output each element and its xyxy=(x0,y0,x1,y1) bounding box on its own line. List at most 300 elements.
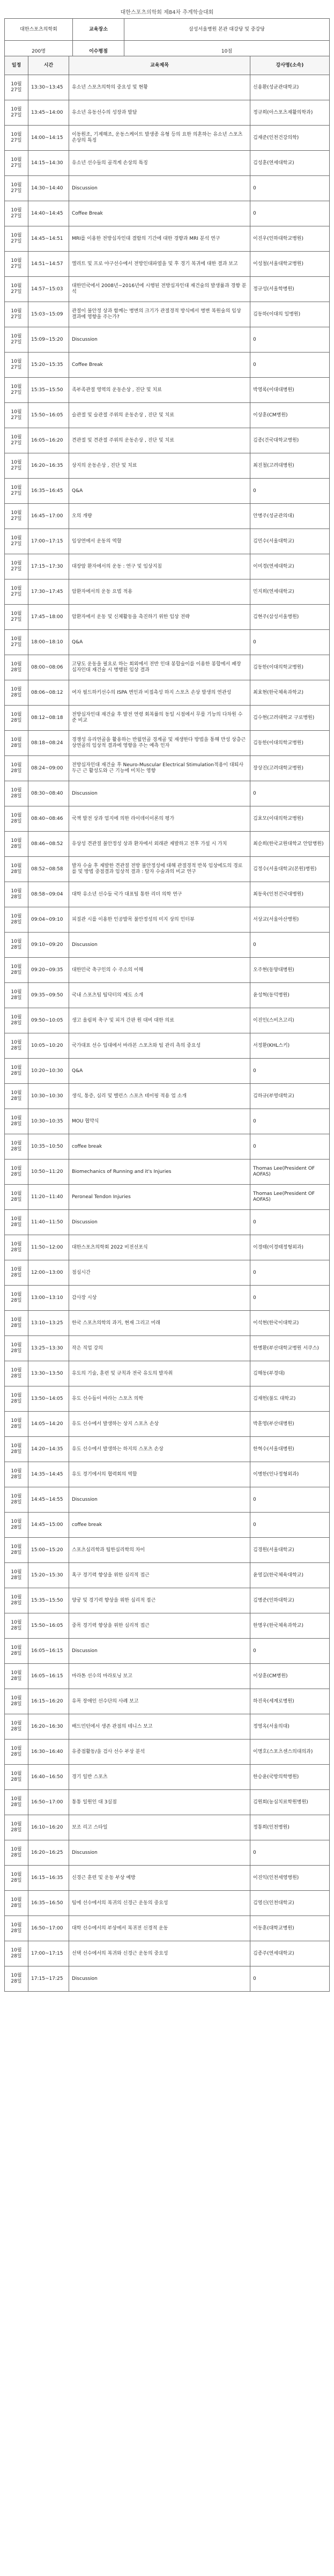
session-time: 13:25~13:30 xyxy=(28,1336,69,1361)
session-date: 10월 28일 xyxy=(5,1740,28,1765)
session-time: 14:57~15:03 xyxy=(28,277,69,302)
session-time: 08:52~08:58 xyxy=(28,857,69,882)
session-time: 11:40~11:50 xyxy=(28,1210,69,1235)
session-speaker: 0 xyxy=(250,1487,330,1513)
session-date: 10월 28일 xyxy=(5,1185,28,1210)
session-speaker: 김정수(서울대학교(본원)병원) xyxy=(250,857,330,882)
session-speaker: 0 xyxy=(250,1286,330,1311)
session-title: 족부족관절 영역의 운동손상 , 진단 및 치료 xyxy=(69,378,250,403)
session-date: 10월 28일 xyxy=(5,1815,28,1840)
table-row xyxy=(5,1916,330,1941)
session-date: 10월 27일 xyxy=(5,151,28,176)
session-time: 12:00~13:00 xyxy=(28,1260,69,1286)
session-speaker: 김종(건국대학교병원) xyxy=(250,428,330,453)
session-time: 13:30~13:50 xyxy=(28,1361,69,1386)
session-speaker: Thomas Lee(President OF AOFAS) xyxy=(250,1159,330,1185)
table-row xyxy=(5,1084,330,1109)
session-title: 생식, 통증, 심리 및 밸런스 스포츠 테이핑 적용 업 소개 xyxy=(69,1084,250,1109)
session-date: 10월 28일 xyxy=(5,1840,28,1866)
table-row xyxy=(5,806,330,832)
session-date: 10월 28일 xyxy=(5,1689,28,1714)
session-speaker: 이성철(서울대학교병원) xyxy=(250,252,330,277)
session-speaker: 0 xyxy=(250,630,330,655)
session-time: 08:18~08:24 xyxy=(28,731,69,756)
table-row xyxy=(5,1462,330,1487)
session-date: 10월 27일 xyxy=(5,353,28,378)
session-title: 경쟁성 유리연골을 활용하는 반월연골 경계골 및 재생한다 방법을 통해 만성 상층근 상연골의 임상적 결과에 영향을 주는 예측 인자 xyxy=(69,731,250,756)
session-speaker: 하진욱(세계로병원) xyxy=(250,1689,330,1714)
table-row xyxy=(5,1664,330,1689)
table-row xyxy=(5,1336,330,1361)
session-time: 17:00~17:15 xyxy=(28,1941,69,1966)
session-title: 유상성 견관절 불안정성 상과 환자에서 외래관 재발하고 전후 가설 시 가치 xyxy=(69,832,250,857)
header-speaker: 강사명(소속) xyxy=(250,56,330,75)
session-title: 국가대표 선수 입대에서 바라본 스포츠와 팀 관리 측의 중요성 xyxy=(69,1033,250,1059)
table-row xyxy=(5,1260,330,1286)
session-date: 10월 28일 xyxy=(5,1941,28,1966)
session-date: 10월 28일 xyxy=(5,1664,28,1689)
session-date: 10월 28일 xyxy=(5,756,28,781)
session-date: 10월 28일 xyxy=(5,1336,28,1361)
session-time: 14:45~14:55 xyxy=(28,1487,69,1513)
host-label: 대한스포츠의학회 xyxy=(5,19,73,41)
session-title: Q&A xyxy=(69,630,250,655)
session-time: 08:40~08:46 xyxy=(28,806,69,832)
table-row xyxy=(5,1613,330,1639)
session-date: 10월 27일 xyxy=(5,252,28,277)
session-time: 14:20~14:35 xyxy=(28,1437,69,1462)
session-date: 10월 28일 xyxy=(5,1462,28,1487)
session-time: 10:30~10:35 xyxy=(28,1109,69,1134)
table-row xyxy=(5,554,330,579)
session-title: 대한스포츠의학회 2022 비전선포식 xyxy=(69,1235,250,1260)
session-time: 13:00~13:10 xyxy=(28,1286,69,1311)
session-title: 상지의 운동손상 , 진단 및 치료 xyxy=(69,453,250,479)
session-title: 양궁 및 경기력 향상을 위한 심리적 접근 xyxy=(69,1588,250,1613)
session-title: 전방십자인대 재건술 후 Neuro-Muscular Electrical Stimulation적용이 대퇴사두근 근 활성도와 근 기능에 미치는 영향 xyxy=(69,756,250,781)
table-row xyxy=(5,1765,330,1790)
session-speaker: 신용환(성균관대학교) xyxy=(250,75,330,100)
table-row xyxy=(5,1689,330,1714)
table-row xyxy=(5,453,330,479)
credits-label: 이수평점 xyxy=(73,41,124,63)
session-title: 엘리트 및 프로 야구선수에서 전방인대파열을 및 후 경기 복귀에 대한 결과 보고 xyxy=(69,252,250,277)
table-row xyxy=(5,277,330,302)
session-title: 암환자에서 운동 및 신체활동을 촉진하기 위한 임상 전략 xyxy=(69,605,250,630)
session-speaker: Thomas Lee(President OF AOFAS) xyxy=(250,1185,330,1210)
session-time: 16:30~16:40 xyxy=(28,1740,69,1765)
table-row xyxy=(5,756,330,781)
table-row xyxy=(5,327,330,353)
session-date: 10월 27일 xyxy=(5,529,28,554)
session-title: 대장암 환자에서의 운동 : 연구 및 임상지침 xyxy=(69,554,250,579)
table-row xyxy=(5,933,330,958)
credits-value: 10점 xyxy=(124,41,330,63)
session-speaker: 0 xyxy=(250,781,330,806)
session-title: 유소년 유동선수의 성장과 발달 xyxy=(69,100,250,126)
session-date: 10월 28일 xyxy=(5,1311,28,1336)
session-title: 관절이 불안정 상과 함께는 병변의 크기가 관절경적 방식에서 병변 복원술의 임상 결과에 영향을 주는가? xyxy=(69,302,250,327)
session-date: 10월 28일 xyxy=(5,1613,28,1639)
session-title: 스포츠심리학과 팀한심리학의 차이 xyxy=(69,1538,250,1563)
session-date: 10월 28일 xyxy=(5,1412,28,1437)
session-date: 10월 28일 xyxy=(5,1260,28,1286)
table-row xyxy=(5,201,330,226)
session-time: 13:45~14:00 xyxy=(28,100,69,126)
session-date: 10월 28일 xyxy=(5,958,28,983)
session-title: 임상연에서 운동의 역할 xyxy=(69,529,250,554)
table-row xyxy=(5,504,330,529)
session-date: 10월 27일 xyxy=(5,100,28,126)
session-speaker: 이진인(스비츠고리) xyxy=(250,1008,330,1033)
session-date: 10월 28일 xyxy=(5,781,28,806)
session-title: 유도 선수에서 발생하는 상지 스포츠 손상 xyxy=(69,1412,250,1437)
session-date: 10월 28일 xyxy=(5,680,28,706)
session-speaker: 0 xyxy=(250,1260,330,1286)
session-time: 09:04~09:10 xyxy=(28,907,69,933)
table-row xyxy=(5,1538,330,1563)
table-row xyxy=(5,226,330,252)
session-time: 08:46~08:52 xyxy=(28,832,69,857)
session-title: 유목 장애인 선수단의 사례 보고 xyxy=(69,1689,250,1714)
table-row xyxy=(5,1815,330,1840)
session-title: Discussion xyxy=(69,1487,250,1513)
table-row xyxy=(5,1311,330,1336)
session-date: 10월 28일 xyxy=(5,933,28,958)
table-row xyxy=(5,252,330,277)
session-speaker: 0 xyxy=(250,1840,330,1866)
session-title: 혹구 경기력 향상을 위한 심리적 접근 xyxy=(69,1563,250,1588)
session-time: 08:06~08:12 xyxy=(28,680,69,706)
table-row xyxy=(5,126,330,151)
session-time: 16:40~16:50 xyxy=(28,1765,69,1790)
session-time: 08:30~08:40 xyxy=(28,781,69,806)
session-date: 10월 28일 xyxy=(5,1059,28,1084)
session-time: 16:20~16:35 xyxy=(28,453,69,479)
session-time: 15:50~16:05 xyxy=(28,403,69,428)
session-date: 10월 27일 xyxy=(5,453,28,479)
session-date: 10월 28일 xyxy=(5,1437,28,1462)
session-speaker: 민지희(연세대학교) xyxy=(250,579,330,605)
session-speaker: 한승윤(국방의학병원) xyxy=(250,1765,330,1790)
session-speaker: 정규희(아스포츠재활의학과) xyxy=(250,100,330,126)
session-date: 10월 28일 xyxy=(5,1109,28,1134)
session-speaker: 안병주(성균관의대) xyxy=(250,504,330,529)
session-time: 11:20~11:40 xyxy=(28,1185,69,1210)
session-date: 10월 28일 xyxy=(5,1790,28,1815)
session-time: 14:45~15:00 xyxy=(28,1513,69,1538)
session-speaker: 이진우(인하대학교병원) xyxy=(250,226,330,252)
session-title: 오의 개량 xyxy=(69,504,250,529)
table-row xyxy=(5,1487,330,1513)
table-row xyxy=(5,1059,330,1084)
session-speaker: 김민수(서울대학교) xyxy=(250,529,330,554)
session-title: Discussion xyxy=(69,781,250,806)
session-time: 08:24~09:00 xyxy=(28,756,69,781)
table-row xyxy=(5,529,330,554)
session-title: 마라톤 선수의 마라토닝 보고 xyxy=(69,1664,250,1689)
table-row xyxy=(5,428,330,453)
session-time: 15:35~15:50 xyxy=(28,378,69,403)
session-date: 10월 27일 xyxy=(5,378,28,403)
session-title: Q&A xyxy=(69,1059,250,1084)
session-time: 16:35~16:50 xyxy=(28,1891,69,1916)
session-title: 팀에 선수에서의 복귀의 신경근 운동의 중요성 xyxy=(69,1891,250,1916)
session-date: 10월 28일 xyxy=(5,706,28,731)
session-date: 10월 28일 xyxy=(5,1513,28,1538)
session-date: 10월 27일 xyxy=(5,201,28,226)
table-row xyxy=(5,907,330,933)
session-speaker: 최효현(한국체육과학교) xyxy=(250,680,330,706)
session-time: 09:35~09:50 xyxy=(28,983,69,1008)
session-time: 10:20~10:30 xyxy=(28,1059,69,1084)
session-date: 10월 27일 xyxy=(5,126,28,151)
session-date: 10월 27일 xyxy=(5,75,28,100)
session-date: 10월 28일 xyxy=(5,1286,28,1311)
session-title: 피질관 시를 이용한 인공발목 불안정성의 미지 상의 인터뷰 xyxy=(69,907,250,933)
session-speaker: 이상훈(CM병원) xyxy=(250,403,330,428)
session-speaker: 이석현(한국이대학교) xyxy=(250,1311,330,1336)
table-row xyxy=(5,1563,330,1588)
table-row xyxy=(5,151,330,176)
table-row xyxy=(5,1361,330,1386)
session-speaker: 정통희(인천병원) xyxy=(250,1815,330,1840)
session-date: 10월 28일 xyxy=(5,1765,28,1790)
session-time: 08:00~08:06 xyxy=(28,655,69,680)
session-speaker: 0 xyxy=(250,1109,330,1134)
session-speaker: 김재준(인천건강의학) xyxy=(250,126,330,151)
schedule-body xyxy=(5,75,330,1992)
session-speaker: 장상진(고려대학교병원) xyxy=(250,756,330,781)
session-time: 14:51~14:57 xyxy=(28,252,69,277)
session-speaker: 김병준(인하대학교) xyxy=(250,1588,330,1613)
session-date: 10월 27일 xyxy=(5,327,28,353)
session-date: 10월 27일 xyxy=(5,579,28,605)
session-time: 16:05~16:15 xyxy=(28,1639,69,1664)
table-row xyxy=(5,1185,330,1210)
session-time: 16:05~16:15 xyxy=(28,1664,69,1689)
session-date: 10월 28일 xyxy=(5,983,28,1008)
session-speaker: 이상훈(CM병원) xyxy=(250,1664,330,1689)
session-date: 10월 27일 xyxy=(5,504,28,529)
session-time: 15:35~15:50 xyxy=(28,1588,69,1613)
session-date: 10월 28일 xyxy=(5,731,28,756)
session-date: 10월 27일 xyxy=(5,277,28,302)
session-title: Discussion xyxy=(69,176,250,201)
session-date: 10월 28일 xyxy=(5,1588,28,1613)
session-speaker: 0 xyxy=(250,1639,330,1664)
table-row xyxy=(5,1740,330,1765)
session-speaker: 김현주(삼성서울병원) xyxy=(250,605,330,630)
event-title: 대한스포츠의학회 제84차 추계학술대회 xyxy=(120,10,214,16)
session-title: Q&A xyxy=(69,479,250,504)
table-row xyxy=(5,1513,330,1538)
session-title: 작은 직업 강의 xyxy=(69,1336,250,1361)
session-time: 16:05~16:20 xyxy=(28,428,69,453)
session-date: 10월 28일 xyxy=(5,1916,28,1941)
session-time: 08:12~08:18 xyxy=(28,706,69,731)
session-date: 10월 28일 xyxy=(5,1159,28,1185)
session-speaker: 서상교(서울아산병원) xyxy=(250,907,330,933)
session-date: 10월 27일 xyxy=(5,176,28,201)
session-time: 15:09~15:20 xyxy=(28,327,69,353)
session-date: 10월 27일 xyxy=(5,554,28,579)
session-time: 14:05~14:20 xyxy=(28,1412,69,1437)
session-time: 15:20~15:35 xyxy=(28,353,69,378)
session-title: 전방십자인대 재건술 후 발전 연령 회복률의 동일 시점에서 무릎 기능의 다차원 수준 비교 xyxy=(69,706,250,731)
session-speaker: 0 xyxy=(250,1059,330,1084)
session-date: 10월 28일 xyxy=(5,1487,28,1513)
session-title: 감사장 시상 xyxy=(69,1286,250,1311)
session-speaker: 최동욱(인천건국대병원) xyxy=(250,882,330,907)
session-time: 14:15~14:30 xyxy=(28,151,69,176)
session-title: 배드민턴에서 생존 관점의 테니스 보고 xyxy=(69,1714,250,1740)
table-row xyxy=(5,1639,330,1664)
header-title: 교육제목 xyxy=(69,56,250,75)
session-time: 10:35~10:50 xyxy=(28,1134,69,1159)
session-speaker: 김동하(이대의 일병원) xyxy=(250,302,330,327)
session-speaker: 한혁수(서울대병원) xyxy=(250,1437,330,1462)
session-date: 10월 27일 xyxy=(5,479,28,504)
schedule-header-row xyxy=(5,56,330,75)
session-time: 10:05~10:20 xyxy=(28,1033,69,1059)
table-row xyxy=(5,1235,330,1260)
session-speaker: 정규성(서울학병원) xyxy=(250,277,330,302)
session-time: 17:15~17:25 xyxy=(28,1966,69,1992)
session-speaker: 김수현(고려대학교 구로병원) xyxy=(250,706,330,731)
session-speaker: 이동훈(대학교병원) xyxy=(250,1916,330,1941)
session-time: 13:10~13:25 xyxy=(28,1311,69,1336)
table-row xyxy=(5,958,330,983)
session-speaker: 김동한(이대의학교병원) xyxy=(250,655,330,680)
session-title: 유도 경기에서의 협력회의 역할 xyxy=(69,1462,250,1487)
table-row xyxy=(5,706,330,731)
session-time: 17:30~17:45 xyxy=(28,579,69,605)
session-date: 10월 28일 xyxy=(5,1866,28,1891)
session-time: 16:50~17:00 xyxy=(28,1916,69,1941)
table-row xyxy=(5,353,330,378)
session-title: 유소년 스포츠의학의 중요성 및 현황 xyxy=(69,75,250,100)
table-row xyxy=(5,1210,330,1235)
session-title: 유종점활동/을 검사 선수 부상 분석 xyxy=(69,1740,250,1765)
session-speaker: 윤영길(한국체육대학교) xyxy=(250,1563,330,1588)
table-row xyxy=(5,605,330,630)
table-row xyxy=(5,1159,330,1185)
session-time: 18:00~18:10 xyxy=(28,630,69,655)
table-row xyxy=(5,781,330,806)
session-time: 14:35~14:45 xyxy=(28,1462,69,1487)
table-row xyxy=(5,1286,330,1311)
session-title: 보조 리고 스타일 xyxy=(69,1815,250,1840)
session-time: 13:50~14:05 xyxy=(28,1386,69,1412)
session-time: 15:50~16:05 xyxy=(28,1613,69,1639)
session-title: 선택 선수에서의 복귀와 신경근 운동의 중요성 xyxy=(69,1941,250,1966)
table-row xyxy=(5,680,330,706)
session-title: Discussion xyxy=(69,933,250,958)
session-speaker: 김영신(인천대학교) xyxy=(250,1891,330,1916)
schedule-table xyxy=(4,56,330,1992)
session-title: 유도의 기술, 훈련 및 규칙과 전국 유도의 발자취 xyxy=(69,1361,250,1386)
session-date: 10월 28일 xyxy=(5,655,28,680)
session-speaker: 0 xyxy=(250,327,330,353)
table-row xyxy=(5,731,330,756)
session-date: 10월 28일 xyxy=(5,1538,28,1563)
session-speaker: 박영록(이대대병원) xyxy=(250,378,330,403)
session-title: Biomechanics of Running and it's Injuries xyxy=(69,1159,250,1185)
session-title: Discussion xyxy=(69,1210,250,1235)
session-title: coffee break xyxy=(69,1134,250,1159)
session-speaker: 한병환(부산대학교병원 서쿠스) xyxy=(250,1336,330,1361)
session-date: 10월 27일 xyxy=(5,403,28,428)
session-title: 유도 선수들이 바라는 스포츠 의학 xyxy=(69,1386,250,1412)
session-speaker: 0 xyxy=(250,1134,330,1159)
course-info-row-venue xyxy=(5,19,330,41)
table-row xyxy=(5,832,330,857)
session-speaker: 김종주(연세대학교) xyxy=(250,1941,330,1966)
session-date: 10월 28일 xyxy=(5,806,28,832)
session-time: 10:50~11:20 xyxy=(28,1159,69,1185)
session-date: 10월 28일 xyxy=(5,1134,28,1159)
table-row xyxy=(5,1008,330,1033)
session-date: 10월 28일 xyxy=(5,1639,28,1664)
table-row xyxy=(5,378,330,403)
session-date: 10월 28일 xyxy=(5,882,28,907)
session-time: 10:30~10:30 xyxy=(28,1084,69,1109)
session-title: 슬관절 및 슬관절 주위의 운동손상 , 진단 및 치료 xyxy=(69,403,250,428)
table-row xyxy=(5,1941,330,1966)
table-row xyxy=(5,403,330,428)
session-time: 16:35~16:45 xyxy=(28,479,69,504)
session-speaker: 김원회(농심치료학원병원) xyxy=(250,1790,330,1815)
session-date: 10월 28일 xyxy=(5,1210,28,1235)
session-date: 10월 28일 xyxy=(5,907,28,933)
table-row xyxy=(5,1437,330,1462)
venue-label: 교육장소 xyxy=(73,19,124,41)
session-date: 10월 27일 xyxy=(5,302,28,327)
session-speaker: 0 xyxy=(250,933,330,958)
table-row xyxy=(5,983,330,1008)
table-row xyxy=(5,655,330,680)
session-title: 경기 일반 스포츠 xyxy=(69,1765,250,1790)
session-speaker: 박훈영(부산대병원) xyxy=(250,1412,330,1437)
session-date: 10월 27일 xyxy=(5,428,28,453)
table-row xyxy=(5,100,330,126)
session-title: 점심시간 xyxy=(69,1260,250,1286)
session-speaker: 이병한(인나정형외과) xyxy=(250,1462,330,1487)
session-title: 견관절 및 견관절 주위의 운동손상 , 진단 및 치료 xyxy=(69,428,250,453)
session-title: 통통 일원인 대 3실점 xyxy=(69,1790,250,1815)
session-date: 10월 28일 xyxy=(5,1891,28,1916)
session-time: 17:00~17:15 xyxy=(28,529,69,554)
session-time: 14:40~14:45 xyxy=(28,201,69,226)
session-title: 발자 수술 후 재발한 견관절 전방 불안정성에 대해 관절경적 반복 임상에도의 경로를 및 방법 중점결과 임상적 결과 : 탈자 수술과의 비교 연구 xyxy=(69,857,250,882)
session-speaker: 0 xyxy=(250,353,330,378)
header-date: 일정 xyxy=(5,56,28,75)
table-row xyxy=(5,1966,330,1992)
session-title: Coffee Break xyxy=(69,353,250,378)
capacity-value: 200명 xyxy=(5,41,73,63)
session-time: 09:50~10:05 xyxy=(28,1008,69,1033)
session-title: MRI를 이용한 전방십자인대 결함의 기간에 대한 경향과 MRI 분석 연구 xyxy=(69,226,250,252)
session-speaker: 이미경(연세대학교) xyxy=(250,554,330,579)
table-row xyxy=(5,1714,330,1740)
session-date: 10월 28일 xyxy=(5,1033,28,1059)
table-row xyxy=(5,1412,330,1437)
session-date: 10월 28일 xyxy=(5,1563,28,1588)
session-time: 14:45~14:51 xyxy=(28,226,69,252)
session-time: 15:00~15:20 xyxy=(28,1538,69,1563)
session-time: 16:50~17:00 xyxy=(28,1790,69,1815)
